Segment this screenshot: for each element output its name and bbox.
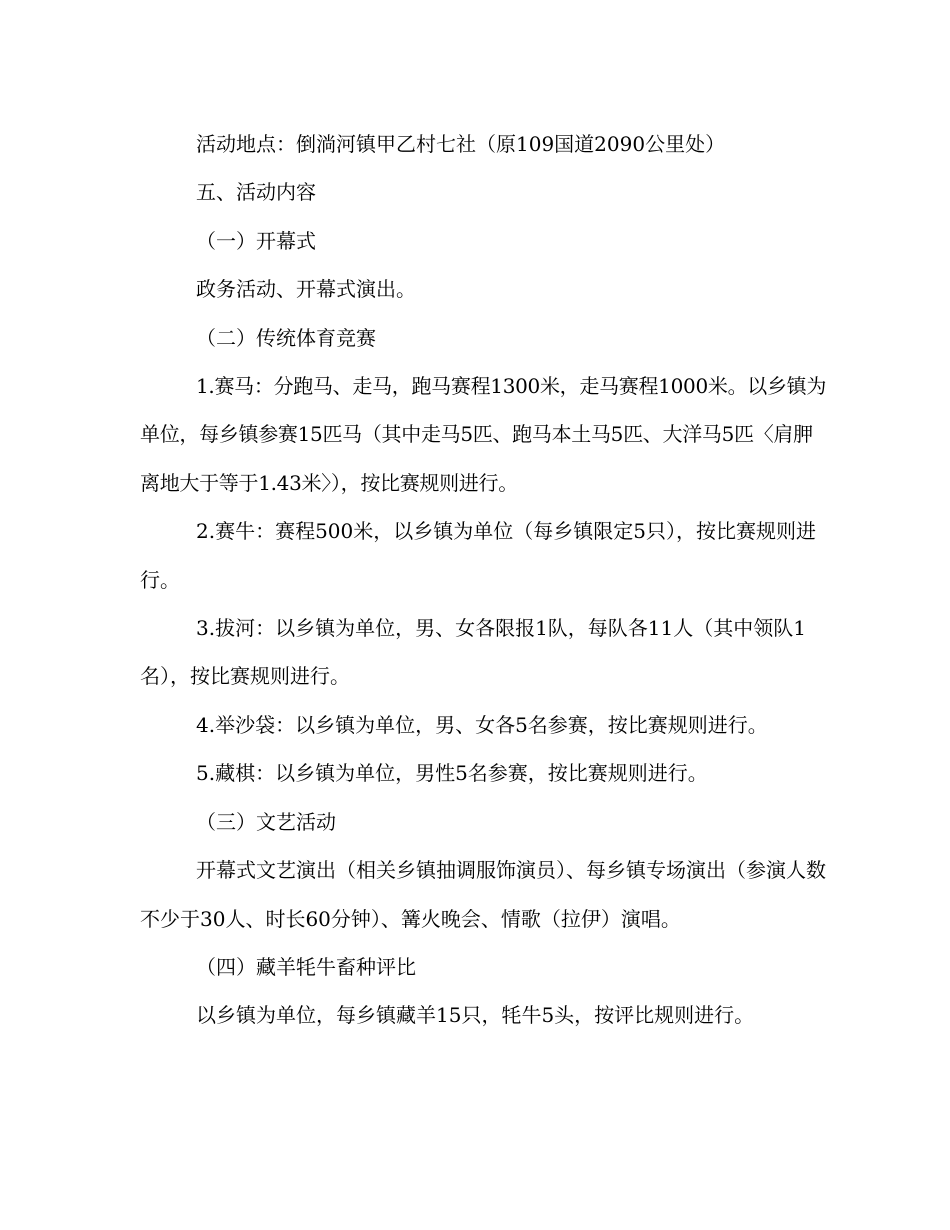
paragraph-location: 活动地点：倒淌河镇甲乙村七社（原109国道2090公里处） (196, 132, 726, 156)
paragraph-tug-of-war: 3.拔河：以乡镇为单位，男、女各限报1队，每队各11人（其中领队1名），按比赛规则进行。 (140, 616, 806, 689)
heading-arts: （三）文艺活动 (196, 809, 336, 834)
paragraph-horse-race: 1.赛马：分跑马、走马，跑马赛程1300米，走马赛程1000米。以乡镇为单位，每乡镇参赛15匹马（其中走马5匹、跑马本土马5匹、大洋马5匹〈肩胛离地大于等于1.43米〉），按比赛规则进行。 (140, 374, 827, 495)
paragraph-livestock: 以乡镇为单位，每乡镇藏羊15只，牦牛5头，按评比规则进行。 (196, 1003, 755, 1028)
paragraph-tibetan-chess: 5.藏棋：以乡镇为单位，男性5名参赛，按比赛规则进行。 (196, 761, 708, 786)
paragraph-sandbag: 4.举沙袋：以乡镇为单位，男、女各5名参赛，按比赛规则进行。 (196, 712, 768, 737)
heading-opening: （一）开幕式 (196, 228, 316, 253)
heading-section-five: 五、活动内容 (196, 180, 316, 205)
heading-livestock: （四）藏羊牦牛畜种评比 (196, 954, 416, 979)
paragraph-opening: 政务活动、开幕式演出。 (196, 277, 416, 302)
heading-sports: （二）传统体育竞赛 (196, 325, 376, 350)
document-body (140, 120, 830, 1040)
paragraph-yak-race: 2.赛牛：赛程500米，以乡镇为单位（每乡镇限定5只），按比赛规则进行。 (140, 519, 816, 592)
paragraph-arts: 开幕式文艺演出（相关乡镇抽调服饰演员）、每乡镇专场演出（参演人数不少于30人、时长60分钟）、篝火晚会、情歌（拉伊）演唱。 (140, 858, 826, 931)
